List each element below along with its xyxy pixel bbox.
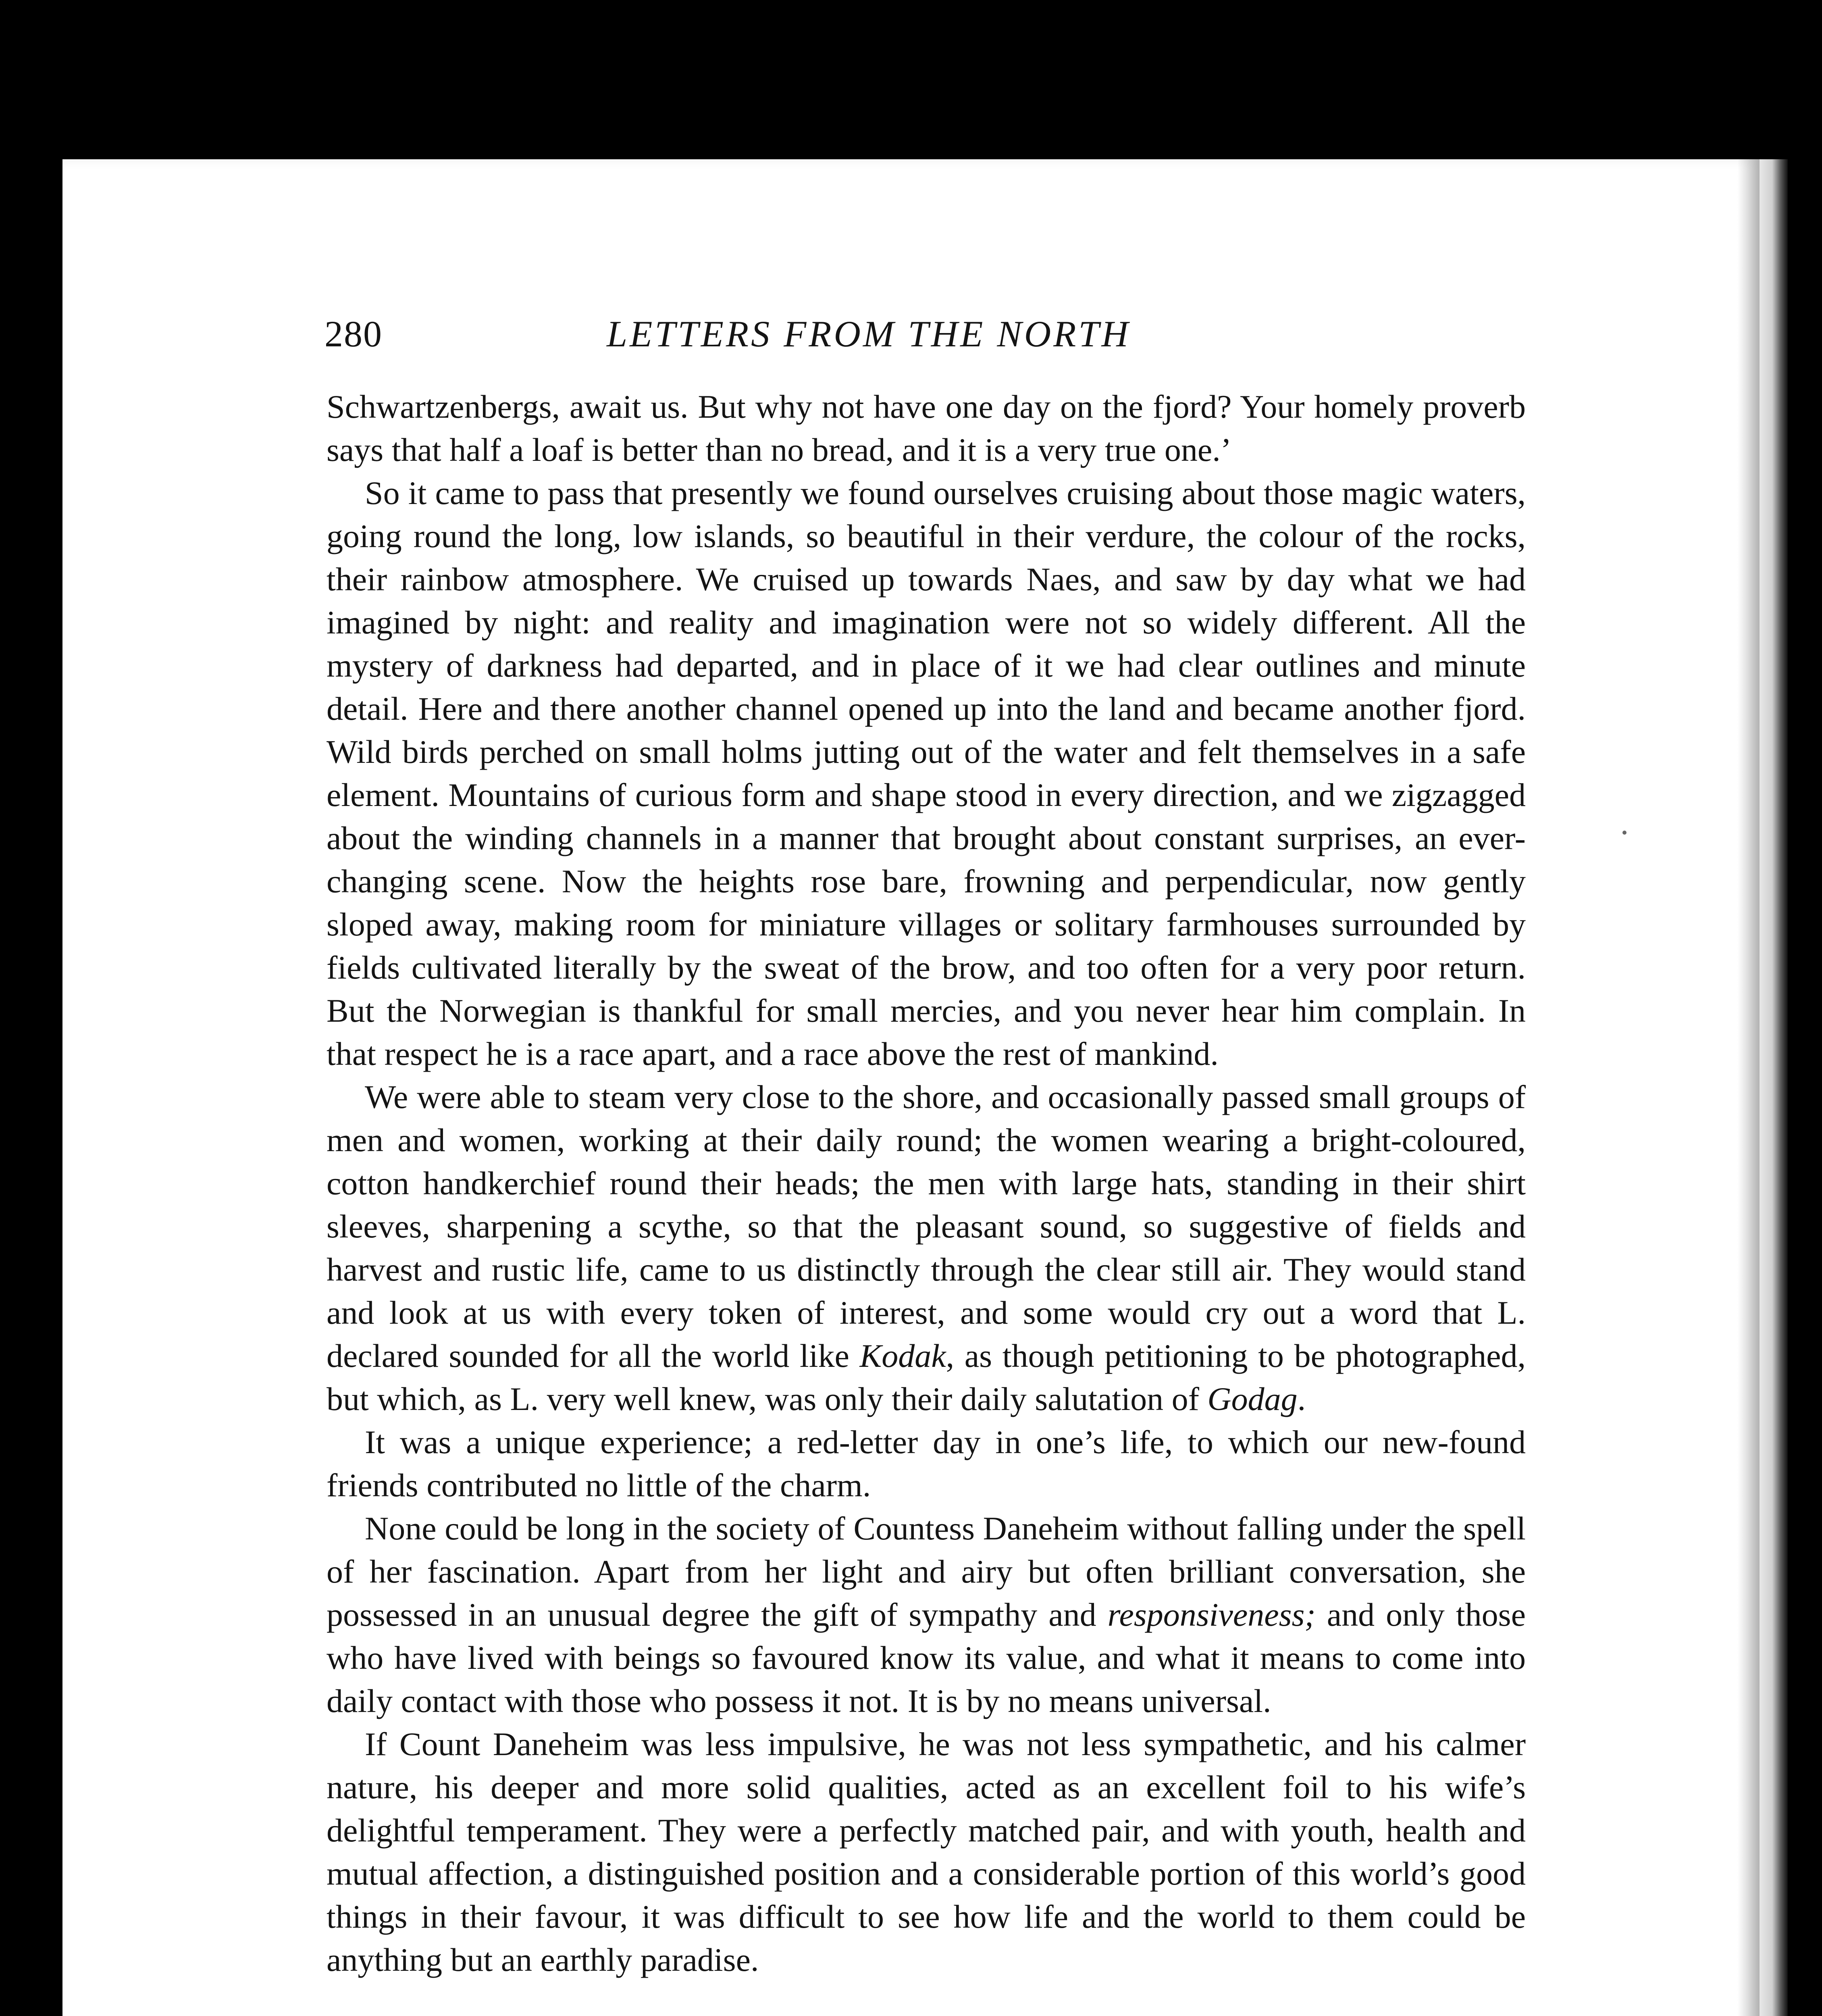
paragraph-experience: It was a unique experience; a red-letter day in one’s life, to which our new-found friends contributed no little of the charm.	[327, 1424, 1526, 1504]
italic-kodak: Kodak	[859, 1337, 946, 1374]
page-header	[324, 312, 1530, 365]
page-number: 280	[324, 313, 383, 354]
paragraph-shore-text-3: .	[1297, 1381, 1306, 1417]
running-title: LETTERS FROM THE NORTH	[607, 313, 1131, 354]
italic-godag: Godag	[1207, 1381, 1298, 1417]
paragraph-count: If Count Daneheim was less impulsive, he was not less sympathetic, and his calmer nature, his deeper and more solid qualities, acted as an excellent foil to his wife’s delightful temperament. They were a perfectly matched pair, and with youth, health and mutual affection, a distinguished position and a considerable portion of this world’s good things in their favour, it was difficult to see how life and the world to them could be anything but an earthly paradise.	[327, 1726, 1526, 1978]
page-gutter-shadow	[1737, 159, 1760, 2016]
paragraph-countess-text-2: and only those who have lived with beings so favoured know its value, and what it means to come into daily contact with those who possess it not. It is by no means universal.	[327, 1596, 1526, 1719]
page-body-text	[327, 385, 1526, 1981]
print-speck	[1622, 831, 1626, 835]
paragraph-shore-text-1: We were able to steam very close to the shore, and occasionally passed small groups of men and women, working at their daily round; the women wearing a bright-coloured, cotton handkerchief round their heads; the men with large hats, standing in their shirt sleeves, sharpening a scythe, so that the pleasant sound, so suggestive of fields and harvest and rustic life, came to us distinctly through the clear still air. They would stand and look at us with every token of interest, and some would cry out a word that L. declared sounded for all the world like	[327, 1079, 1526, 1374]
italic-responsiveness: responsiveness;	[1107, 1596, 1316, 1633]
paragraph-continued: Schwartzenbergs, await us. But why not have one day on the fjord? Your homely proverb says that half a loaf is better than no bread, and it is a very true one.’	[327, 388, 1526, 468]
paragraph-shore	[327, 1075, 1526, 1420]
paragraph-cruising: So it came to pass that presently we found ourselves cruising about those magic waters, going round the long, low islands, so beautiful in their verdure, the colour of the rocks, their rainbow atmosphere. We cruised up towards Naes, and saw by day what we had imagined by night: and reality and imagination were not so widely different. All the mystery of darkness had departed, and in place of it we had clear outlines and minute detail. Here and there another channel opened up into the land and became another fjord. Wild birds perched on small holms jutting out of the water and felt themselves in a safe element. Mountains of curious form and shape stood in every direction, and we zigzagged about the winding channels in a manner that brought about constant surprises, an ever-changing scene. Now the heights rose bare, frowning and perpendicular, now gently sloped away, making room for miniature villages or solitary farmhouses surrounded by fields cultivated literally by the sweat of the brow, and too often for a very poor return. But the Norwegian is thankful for small mercies, and you never hear him complain. In that respect he is a race apart, and a race above the rest of mankind.	[327, 475, 1526, 1072]
paragraph-countess	[327, 1507, 1526, 1722]
next-page-edge	[1760, 159, 1788, 2016]
paragraph-countess-text-1: None could be long in the society of Countess Daneheim without falling under the spell of her fascination. Apart from her light and airy but often brilliant conversation, she possessed in an unusual degree the gift of sympathy and	[327, 1510, 1526, 1633]
paragraph-shore-text-2: , as though petitioning to be photographed, but which, as L. very well knew, was only their daily salutation of	[327, 1337, 1526, 1417]
